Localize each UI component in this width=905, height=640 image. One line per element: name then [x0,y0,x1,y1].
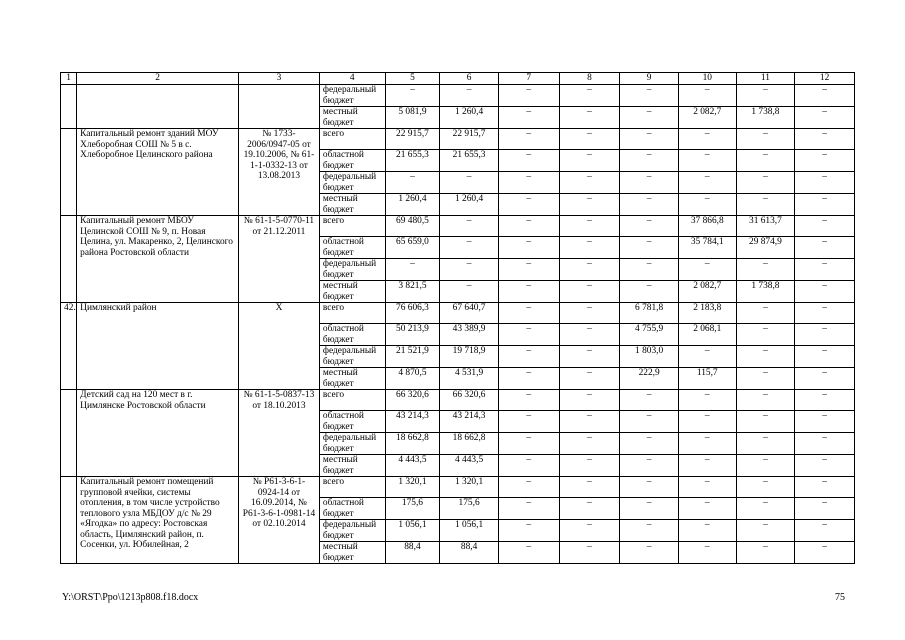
value-cell: – [620,411,679,433]
value-cell: – [795,129,855,150]
value-cell: 1 056,1 [385,520,440,542]
funding-source: федеральный бюджет [319,520,385,542]
value-cell: – [795,259,855,281]
value-cell: – [559,281,620,303]
value-cell: 2 068,1 [678,324,736,346]
value-cell: – [498,477,559,498]
value-cell: – [440,216,499,237]
value-cell: – [559,520,620,542]
value-cell: – [559,368,620,390]
funding-source: федеральный бюджет [319,259,385,281]
value-cell: – [678,129,736,150]
value-cell: – [498,455,559,477]
value-cell: – [736,542,795,564]
value-cell: – [559,237,620,259]
value-cell: – [795,455,855,477]
value-cell: – [440,259,499,281]
row-number [61,477,77,564]
value-cell: – [795,150,855,172]
value-cell: – [498,324,559,346]
value-cell: – [678,150,736,172]
value-cell: 1 320,1 [440,477,499,498]
value-cell: – [559,498,620,520]
value-cell: – [559,542,620,564]
value-cell: 1 738,8 [736,107,795,129]
value-cell: – [736,498,795,520]
value-cell: – [620,194,679,216]
value-cell: – [559,172,620,194]
value-cell: – [678,455,736,477]
value-cell: – [736,477,795,498]
value-cell: – [498,237,559,259]
value-cell: – [620,129,679,150]
value-cell: 115,7 [678,368,736,390]
value-cell: – [736,259,795,281]
value-cell: 4 755,9 [620,324,679,346]
object-name: Цимлянский район [77,303,239,390]
value-cell: – [620,390,679,411]
value-cell: 43 214,3 [385,411,440,433]
value-cell: 2 082,7 [678,281,736,303]
value-cell: – [498,368,559,390]
value-cell: – [736,433,795,455]
value-cell: – [620,150,679,172]
value-cell: – [559,390,620,411]
value-cell: – [795,433,855,455]
value-cell: – [498,281,559,303]
funding-source: местный бюджет [319,368,385,390]
value-cell: – [385,172,440,194]
value-cell: – [678,498,736,520]
value-cell: – [620,281,679,303]
value-cell: – [498,542,559,564]
value-cell: 31 613,7 [736,216,795,237]
value-cell: – [498,390,559,411]
document-ref: № 61-1-5-0770-11 от 21.12.2011 [239,216,320,303]
value-cell: 2 183,8 [678,303,736,324]
value-cell: – [736,303,795,324]
value-cell: 4 443,5 [440,455,499,477]
col-header: 12 [795,73,855,85]
value-cell: – [678,390,736,411]
value-cell: 4 870,5 [385,368,440,390]
value-cell: 18 662,8 [440,433,499,455]
table-row [61,477,855,498]
funding-source: областной бюджет [319,498,385,520]
value-cell: 1 056,1 [440,520,499,542]
value-cell: – [795,216,855,237]
value-cell: – [498,303,559,324]
value-cell: – [559,324,620,346]
value-cell: – [736,324,795,346]
value-cell: – [559,455,620,477]
value-cell: 35 784,1 [678,237,736,259]
table-row [61,85,855,107]
value-cell: 2 082,7 [678,107,736,129]
value-cell: – [498,194,559,216]
value-cell: – [559,85,620,107]
value-cell: – [385,85,440,107]
value-cell: – [559,303,620,324]
value-cell: 1 320,1 [385,477,440,498]
value-cell: – [620,455,679,477]
document-ref: Х [239,303,320,390]
value-cell: – [795,107,855,129]
value-cell: – [620,107,679,129]
value-cell: – [620,237,679,259]
value-cell: – [620,172,679,194]
funding-source: областной бюджет [319,411,385,433]
value-cell: – [736,172,795,194]
value-cell: – [498,411,559,433]
value-cell: 222,9 [620,368,679,390]
value-cell: 21 655,3 [440,150,499,172]
value-cell: – [440,85,499,107]
value-cell: – [795,346,855,368]
value-cell: – [795,281,855,303]
funding-source: местный бюджет [319,281,385,303]
value-cell: – [559,107,620,129]
value-cell: – [678,85,736,107]
col-header: 7 [498,73,559,85]
value-cell: – [795,194,855,216]
value-cell: – [795,172,855,194]
funding-source: областной бюджет [319,150,385,172]
col-header: 9 [620,73,679,85]
value-cell: 5 081,9 [385,107,440,129]
value-cell: – [620,520,679,542]
value-cell: – [559,433,620,455]
table-row [61,129,855,150]
object-name: Капитальный ремонт помещений групповой ячейки, системы отопления, в том числе устройство теплового узла МБДОУ д/с № 29 «Ягодка» по адресу: Ростовская область, Цимлянский район, п. Сосенки, ул. Юбилейная, 2 [77,477,239,564]
value-cell: – [736,85,795,107]
value-cell: 1 260,4 [440,194,499,216]
object-name [77,85,239,129]
value-cell: 6 781,8 [620,303,679,324]
page-number: 75 [835,592,845,603]
row-number [61,390,77,477]
value-cell: 175,6 [440,498,499,520]
value-cell: 22 915,7 [440,129,499,150]
header-row [61,73,855,85]
value-cell: – [498,107,559,129]
value-cell: – [498,85,559,107]
value-cell: – [559,129,620,150]
value-cell: – [678,346,736,368]
col-header: 2 [77,73,239,85]
funding-source: областной бюджет [319,324,385,346]
value-cell: 19 718,9 [440,346,499,368]
value-cell: – [620,433,679,455]
value-cell: – [620,498,679,520]
funding-source: всего [319,390,385,411]
value-cell: – [678,194,736,216]
value-cell: – [498,150,559,172]
value-cell: – [559,346,620,368]
value-cell: – [678,520,736,542]
value-cell: – [498,216,559,237]
value-cell: – [736,150,795,172]
value-cell: 4 531,9 [440,368,499,390]
value-cell: – [559,411,620,433]
value-cell: 175,6 [385,498,440,520]
value-cell: – [620,259,679,281]
value-cell: – [440,237,499,259]
col-header: 4 [319,73,385,85]
value-cell: 37 866,8 [678,216,736,237]
row-number: 42. [61,303,77,390]
value-cell: – [498,259,559,281]
value-cell: 66 320,6 [385,390,440,411]
value-cell: – [620,216,679,237]
value-cell: – [498,172,559,194]
funding-source: федеральный бюджет [319,172,385,194]
value-cell: 76 606,3 [385,303,440,324]
value-cell: – [559,216,620,237]
value-cell: – [620,542,679,564]
value-cell: 3 821,5 [385,281,440,303]
value-cell: 1 738,8 [736,281,795,303]
value-cell: – [795,520,855,542]
value-cell: 18 662,8 [385,433,440,455]
funding-source: местный бюджет [319,107,385,129]
value-cell: – [795,498,855,520]
funding-source: всего [319,216,385,237]
value-cell: – [498,433,559,455]
value-cell: – [678,542,736,564]
row-number [61,216,77,303]
value-cell: – [678,477,736,498]
value-cell: – [498,346,559,368]
value-cell: 1 260,4 [385,194,440,216]
table-body [61,73,855,564]
value-cell: 21 521,9 [385,346,440,368]
value-cell: 66 320,6 [440,390,499,411]
funding-source: местный бюджет [319,194,385,216]
col-header: 5 [385,73,440,85]
value-cell: 1 260,4 [440,107,499,129]
value-cell: – [795,390,855,411]
funding-source: областной бюджет [319,237,385,259]
value-cell: – [559,477,620,498]
value-cell: – [620,477,679,498]
col-header: 8 [559,73,620,85]
value-cell: 43 214,3 [440,411,499,433]
value-cell: 21 655,3 [385,150,440,172]
value-cell: 50 213,9 [385,324,440,346]
value-cell: – [736,129,795,150]
value-cell: – [795,542,855,564]
value-cell: – [620,85,679,107]
value-cell: 65 659,0 [385,237,440,259]
value-cell: – [736,520,795,542]
value-cell: – [385,259,440,281]
value-cell: – [736,411,795,433]
col-header: 6 [440,73,499,85]
value-cell: – [736,455,795,477]
table-row [61,390,855,411]
value-cell: 43 389,9 [440,324,499,346]
col-header: 11 [736,73,795,85]
value-cell: – [678,433,736,455]
funding-source: федеральный бюджет [319,85,385,107]
value-cell: – [736,346,795,368]
value-cell: – [559,150,620,172]
value-cell: 22 915,7 [385,129,440,150]
value-cell: – [498,498,559,520]
value-cell: 67 640,7 [440,303,499,324]
value-cell: – [795,303,855,324]
object-name: Капитальный ремонт МБОУ Целинской СОШ № 9, п. Новая Целина, ул. Макаренко, 2, Целинского района Ростовской области [77,216,239,303]
value-cell: – [736,390,795,411]
document-ref: № 61-1-5-0837-13 от 18.10.2013 [239,390,320,477]
value-cell: – [795,411,855,433]
value-cell: – [440,281,499,303]
document-ref: № Р61-3-6-1-0924-14 от 16.09.2014, № Р61-3-6-1-0981-14 от 02.10.2014 [239,477,320,564]
value-cell: – [736,368,795,390]
value-cell: 1 803,0 [620,346,679,368]
program-table [60,72,855,564]
value-cell: – [498,520,559,542]
table-row [61,216,855,237]
col-header: 1 [61,73,77,85]
funding-source: местный бюджет [319,455,385,477]
funding-source: всего [319,129,385,150]
value-cell: – [678,411,736,433]
funding-source: федеральный бюджет [319,346,385,368]
value-cell: – [498,129,559,150]
row-number [61,129,77,216]
value-cell: 88,4 [440,542,499,564]
value-cell: – [795,477,855,498]
value-cell: – [736,194,795,216]
table-row [61,303,855,324]
value-cell: – [440,172,499,194]
funding-source: федеральный бюджет [319,433,385,455]
value-cell: – [795,368,855,390]
funding-source: местный бюджет [319,542,385,564]
funding-source: всего [319,477,385,498]
value-cell: 4 443,5 [385,455,440,477]
document-ref: № 1733-2006/0947-05 от 19.10.2006, № 61-1-1-0332-13 от 13.08.2013 [239,129,320,216]
value-cell: 69 480,5 [385,216,440,237]
value-cell: – [559,259,620,281]
object-name: Детский сад на 120 мест в г. Цимлянске Ростовской области [77,390,239,477]
col-header: 10 [678,73,736,85]
value-cell: – [559,194,620,216]
value-cell: 88,4 [385,542,440,564]
value-cell: – [678,172,736,194]
value-cell: – [795,324,855,346]
object-name: Капитальный ремонт зданий МОУ Хлеборобная СОШ № 5 в с. Хлеборобное Целинского района [77,129,239,216]
document-ref [239,85,320,129]
row-number [61,85,77,129]
value-cell: – [795,237,855,259]
file-path: Y:\ORST\Ppo\1213p808.f18.docx [62,592,199,603]
value-cell: – [795,85,855,107]
col-header: 3 [239,73,320,85]
value-cell: – [678,259,736,281]
funding-source: всего [319,303,385,324]
value-cell: 29 874,9 [736,237,795,259]
